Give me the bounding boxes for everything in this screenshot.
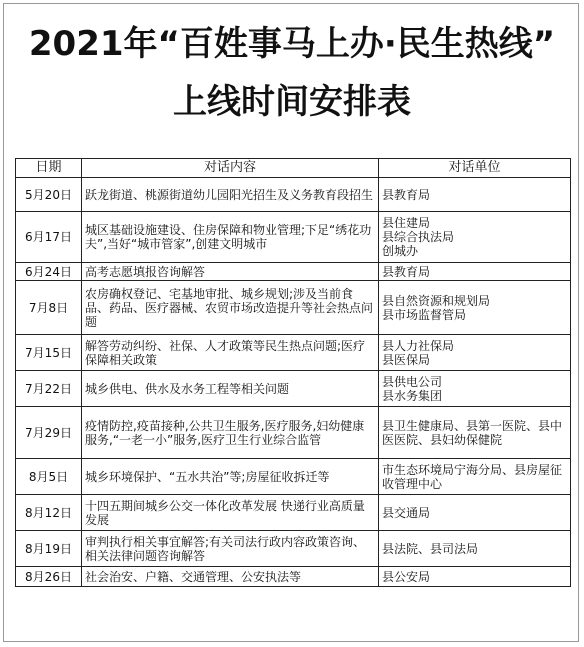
row-unit [379, 335, 571, 371]
row-topic: 解答劳动纠纷、社保、人才政策等民生热点问题;医疗保障相关政策 [82, 335, 379, 371]
unit-name: 县供电公司 [382, 374, 443, 389]
row-topic: 城乡供电、供水及水务工程等相关问题 [82, 371, 379, 407]
table-row [16, 567, 571, 587]
schedule-table [15, 158, 571, 587]
unit-name: 县教育局 [382, 187, 431, 202]
row-date: 8月5日 [16, 459, 82, 495]
row-date: 7月8日 [16, 281, 82, 335]
header-topic: 对话内容 [82, 159, 379, 178]
unit-name: 县水务集团 [382, 388, 443, 403]
unit-name: 县人力社保局 [382, 338, 455, 353]
row-unit [379, 263, 571, 281]
row-date: 7月22日 [16, 371, 82, 407]
row-unit [379, 459, 571, 495]
unit-name: 县自然资源和规划局 [382, 293, 491, 308]
row-unit [379, 281, 571, 335]
row-date: 8月26日 [16, 567, 82, 587]
row-unit [379, 178, 571, 212]
page-title: 2021年“百姓事马上办·民生热线” [28, 24, 556, 64]
table-row [16, 531, 571, 567]
row-topic: 城乡环境保护、“五水共治”等;房屋征收拆迁等 [82, 459, 379, 495]
unit-name: 县法院、县司法局 [382, 541, 479, 556]
row-topic: 社会治安、户籍、交通管理、公安执法等 [82, 567, 379, 587]
row-unit [379, 212, 571, 263]
row-date: 5月20日 [16, 178, 82, 212]
table-row [16, 281, 571, 335]
row-topic: 跃龙街道、桃源街道幼儿园阳光招生及义务教育段招生 [82, 178, 379, 212]
row-topic: 城区基础设施建设、住房保障和物业管理;下足“绣花功夫”,当好“城市管家”,创建文明城市 [82, 212, 379, 263]
table-header-row [16, 159, 571, 178]
header-date: 日期 [16, 159, 82, 178]
unit-name: 县综合执法局 [382, 230, 455, 244]
row-date: 7月15日 [16, 335, 82, 371]
row-unit [379, 371, 571, 407]
table-row [16, 178, 571, 212]
table-row [16, 407, 571, 459]
table-row [16, 335, 571, 371]
table-row [16, 459, 571, 495]
unit-name: 县医保局 [382, 352, 431, 367]
row-unit [379, 567, 571, 587]
table-row [16, 263, 571, 281]
row-topic: 农房确权登记、宅基地审批、城乡规划;涉及当前食品、药品、医疗器械、农贸市场改造提升等社会热点问题 [82, 281, 379, 335]
page-subtitle: 上线时间安排表 [173, 82, 411, 122]
unit-name: 创城办 [382, 244, 419, 258]
row-topic: 疫情防控,疫苗接种,公共卫生服务,医疗服务,妇幼健康服务,“一老一小”服务,医疗卫生行业综合监管 [82, 407, 379, 459]
table-row [16, 371, 571, 407]
row-unit [379, 407, 571, 459]
row-unit [379, 495, 571, 531]
row-unit [379, 531, 571, 567]
row-topic: 高考志愿填报咨询解答 [82, 263, 379, 281]
table-row [16, 212, 571, 263]
unit-name: 县卫生健康局、县第一医院、县中医医院、县妇幼保健院 [382, 418, 563, 447]
unit-name: 县市场监督管局 [382, 307, 467, 322]
unit-name: 县教育局 [382, 264, 431, 279]
row-topic: 审判执行相关事宜解答;有关司法行政内容政策咨询、相关法律问题咨询解答 [82, 531, 379, 567]
row-date: 6月24日 [16, 263, 82, 281]
unit-name: 县交通局 [382, 505, 431, 520]
unit-name: 市生态环境局宁海分局、县房屋征收管理中心 [382, 462, 563, 491]
row-date: 7月29日 [16, 407, 82, 459]
row-date: 8月19日 [16, 531, 82, 567]
table-row [16, 495, 571, 531]
header-unit: 对话单位 [379, 159, 571, 178]
unit-name: 县公安局 [382, 569, 431, 584]
row-date: 6月17日 [16, 212, 82, 263]
row-topic: 十四五期间城乡公交一体化改革发展 快递行业高质量发展 [82, 495, 379, 531]
row-date: 8月12日 [16, 495, 82, 531]
unit-name: 县住建局 [382, 216, 431, 230]
